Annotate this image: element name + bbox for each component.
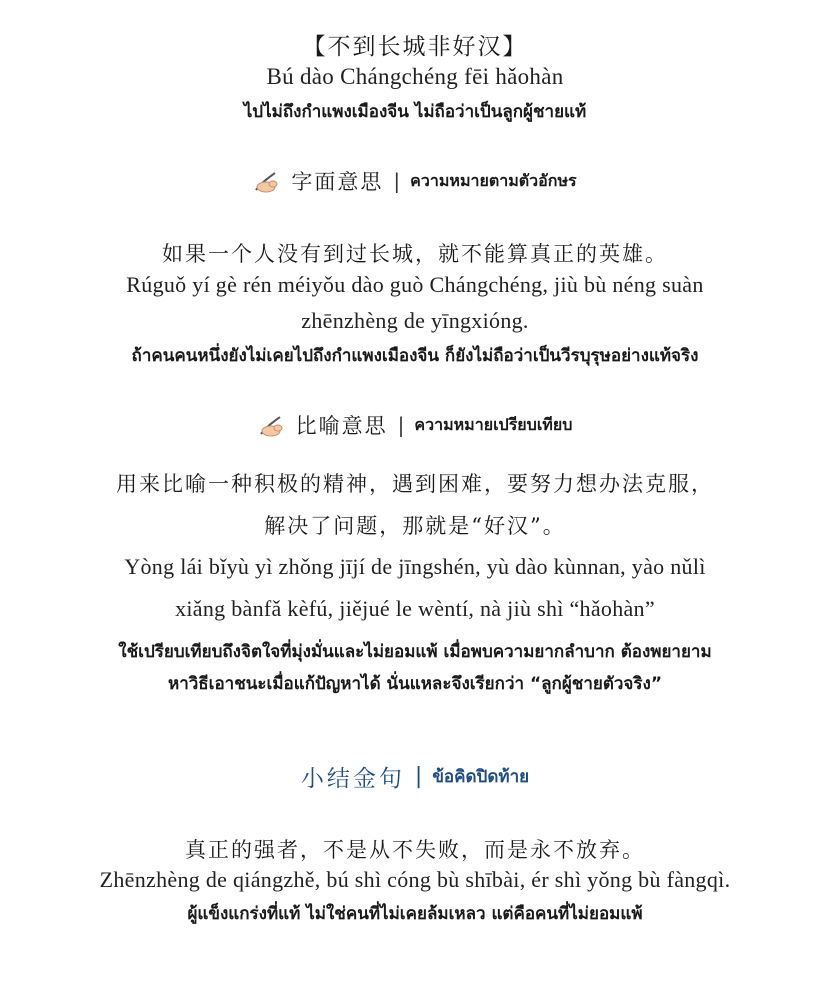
- literal-heading-separator: |: [393, 169, 401, 193]
- proverb-title-hanzi: 【不到长城非好汉】: [302, 34, 528, 60]
- figurative-heading-thai: ความหมายเปรียบเทียบ: [414, 414, 573, 434]
- figurative-thai-line-2: หาวิธีเอาชนะเมื่อแก้ปัญหาได้ นั่นแหละจึงเรียกว่า “ลูกผู้ชายตัวจริง”: [167, 674, 662, 694]
- proverb-title-pinyin: Bú dào Chángchéng fēi hǎohàn: [266, 64, 564, 89]
- figurative-heading-hanzi: 比喻意思: [295, 414, 388, 438]
- figurative-heading-separator: |: [397, 413, 405, 437]
- writing-hand-icon: [253, 169, 283, 193]
- summary-heading-separator: |: [414, 764, 423, 789]
- figurative-pinyin-line-2: xiǎng bànfǎ kèfú, jiějué le wèntí, nà jiù shì “hǎohàn”: [175, 596, 655, 621]
- summary-pinyin: Zhēnzhèng de qiángzhě, bú shì cóng bù shībài, ér shì yǒng bù fàngqì.: [99, 867, 731, 892]
- figurative-thai-line-1: ใช้เปรียบเทียบถึงจิตใจที่มุ่งมั่นและไม่ยอมแพ้ เมื่อพบความยากลำบาก ต้องพยายาม: [118, 642, 712, 662]
- literal-pinyin-line-2: zhēnzhèng de yīngxióng.: [301, 308, 529, 333]
- summary-hanzi: 真正的强者，不是从不失败，而是永不放弃。: [185, 838, 645, 862]
- writing-hand-icon: [258, 413, 288, 437]
- summary-thai: ผู้แข็งแกร่งที่แท้ ไม่ใช่คนที่ไม่เคยล้มเหลว แต่คือคนที่ไม่ยอมแพ้: [187, 904, 643, 924]
- literal-pinyin-line-1: Rúguǒ yí gè rén méiyǒu dào guò Chángchéng, jiù bù néng suàn: [126, 272, 704, 297]
- figurative-pinyin-line-1: Yòng lái bǐyù yì zhǒng jījí de jīngshén, yù dào kùnnan, yào nǔlì: [124, 554, 706, 579]
- literal-heading: [0, 166, 830, 196]
- figurative-heading: [0, 410, 830, 440]
- literal-thai: ถ้าคนคนหนึ่งยังไม่เคยไปถึงกำแพงเมืองจีน ก็ยังไม่ถือว่าเป็นวีรบุรุษอย่างแท้จริง: [131, 346, 699, 366]
- summary-heading-thai: ข้อคิดปิดท้าย: [432, 767, 530, 787]
- summary-heading: [0, 760, 830, 793]
- summary-heading-hanzi: 小结金句: [300, 766, 405, 792]
- figurative-hanzi-line-1: 用来比喻一种积极的精神，遇到困难，要努力想办法克服，: [116, 472, 714, 496]
- figurative-hanzi-line-2: 解决了问题，那就是“好汉”。: [264, 514, 566, 538]
- literal-heading-hanzi: 字面意思: [291, 170, 384, 194]
- literal-hanzi: 如果一个人没有到过长城，就不能算真正的英雄。: [162, 242, 668, 266]
- literal-heading-thai: ความหมายตามตัวอักษร: [410, 170, 577, 190]
- proverb-title-thai: ไปไม่ถึงกำแพงเมืองจีน ไม่ถือว่าเป็นลูกผู้ชายแท้: [243, 102, 587, 122]
